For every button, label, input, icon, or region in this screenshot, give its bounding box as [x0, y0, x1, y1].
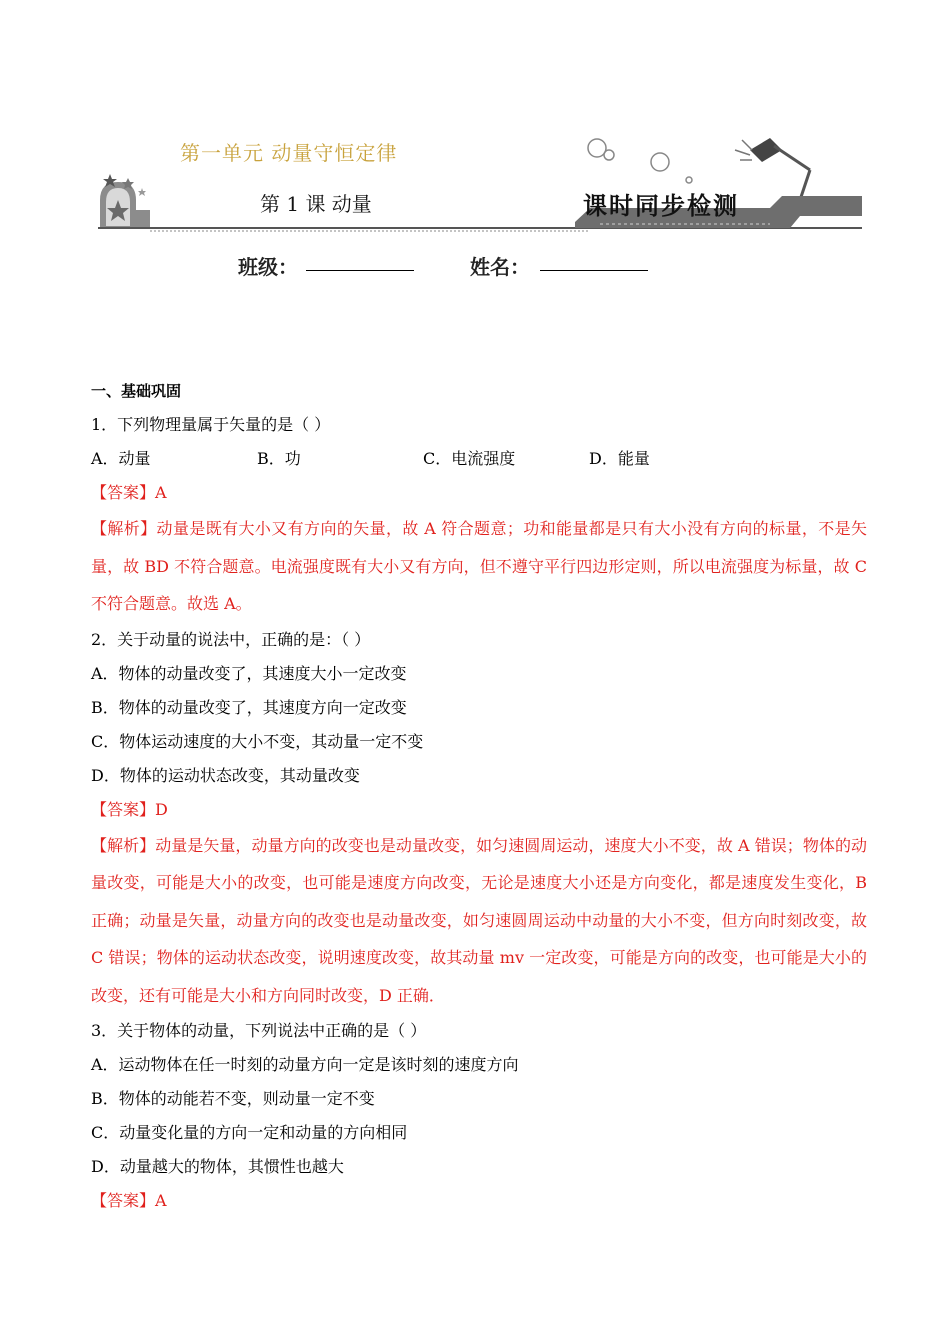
name-field[interactable] — [540, 270, 648, 271]
star-badge-icon — [100, 174, 150, 228]
option: A．物体的动量改变了，其速度大小一定改变 — [91, 663, 407, 683]
bubbles-icon — [588, 139, 692, 183]
option: B．物体的动能若不变，则动量一定不变 — [91, 1089, 375, 1108]
option: B．物体的动量改变了，其速度方向一定改变 — [91, 697, 407, 717]
option: D．动量越大的物体，其惯性也越大 — [91, 1157, 344, 1176]
desk-lamp-icon — [735, 138, 820, 204]
lesson-title: 第 1 课 动量 — [260, 192, 372, 216]
option: D．能量 — [589, 449, 650, 468]
explanation: 【解析】动量是既有大小又有方向的矢量，故 A 符合题意；功和能量都是只有大小没有方向的标量，不是矢量，故 BD 不符合题意。电流强度既有大小又有方向，但不遵守平行四边形定则，所以电流强度为标量，故 C 不符合题意。故选 A。 — [91, 519, 867, 613]
explanation: 【解析】动量是矢量，动量方向的改变也是动量改变，如匀速圆周运动，速度大小不变，故 A 错误；物体的动量改变，可能是大小的改变，也可能是速度方向改变，无论是速度大小还是方向变化，都是速度发生变化，B 正确；动量是矢量，动量方向的改变也是动量改变，如匀速圆周运动中动量的大小不变，但方向时刻改变，故 C 错误；物体的运动状态改变，说明速度改变，故其动量 mv 一定改变，可能是方向的改变，也可能是大小的改变，还有可能是大小和方向同时改变，D 正确． — [91, 835, 867, 1005]
section-title: 一、基础巩固 — [91, 382, 182, 400]
answer: 【答案】D — [91, 799, 168, 819]
question-stem: 2．关于动量的说法中，正确的是：（ ） — [91, 629, 371, 649]
class-field[interactable] — [306, 270, 414, 271]
options-row — [91, 442, 867, 476]
class-label: 班级： — [238, 255, 298, 279]
option: B．功 — [257, 449, 301, 468]
answer: 【答案】A — [91, 483, 167, 502]
option: C．电流强度 — [423, 449, 516, 468]
banner-text: 课时同步检测 — [583, 191, 739, 220]
option: C．物体运动速度的大小不变，其动量一定不变 — [91, 731, 424, 751]
name-label: 姓名： — [470, 255, 530, 279]
question-stem: 3．关于物体的动量，下列说法中正确的是（ ） — [91, 1021, 427, 1040]
answer: 【答案】A — [91, 1191, 167, 1210]
question-stem: 1．下列物理量属于矢量的是（ ） — [91, 415, 331, 434]
option: A．运动物体在任一时刻的动量方向一定是该时刻的速度方向 — [91, 1055, 519, 1074]
option: C．动量变化量的方向一定和动量的方向相同 — [91, 1123, 408, 1142]
option: A．动量 — [91, 449, 151, 468]
option: D．物体的运动状态改变，其动量改变 — [91, 765, 360, 785]
header-banner — [0, 0, 950, 300]
unit-title: 第一单元 动量守恒定律 — [180, 141, 398, 165]
worksheet-content — [91, 374, 867, 1218]
